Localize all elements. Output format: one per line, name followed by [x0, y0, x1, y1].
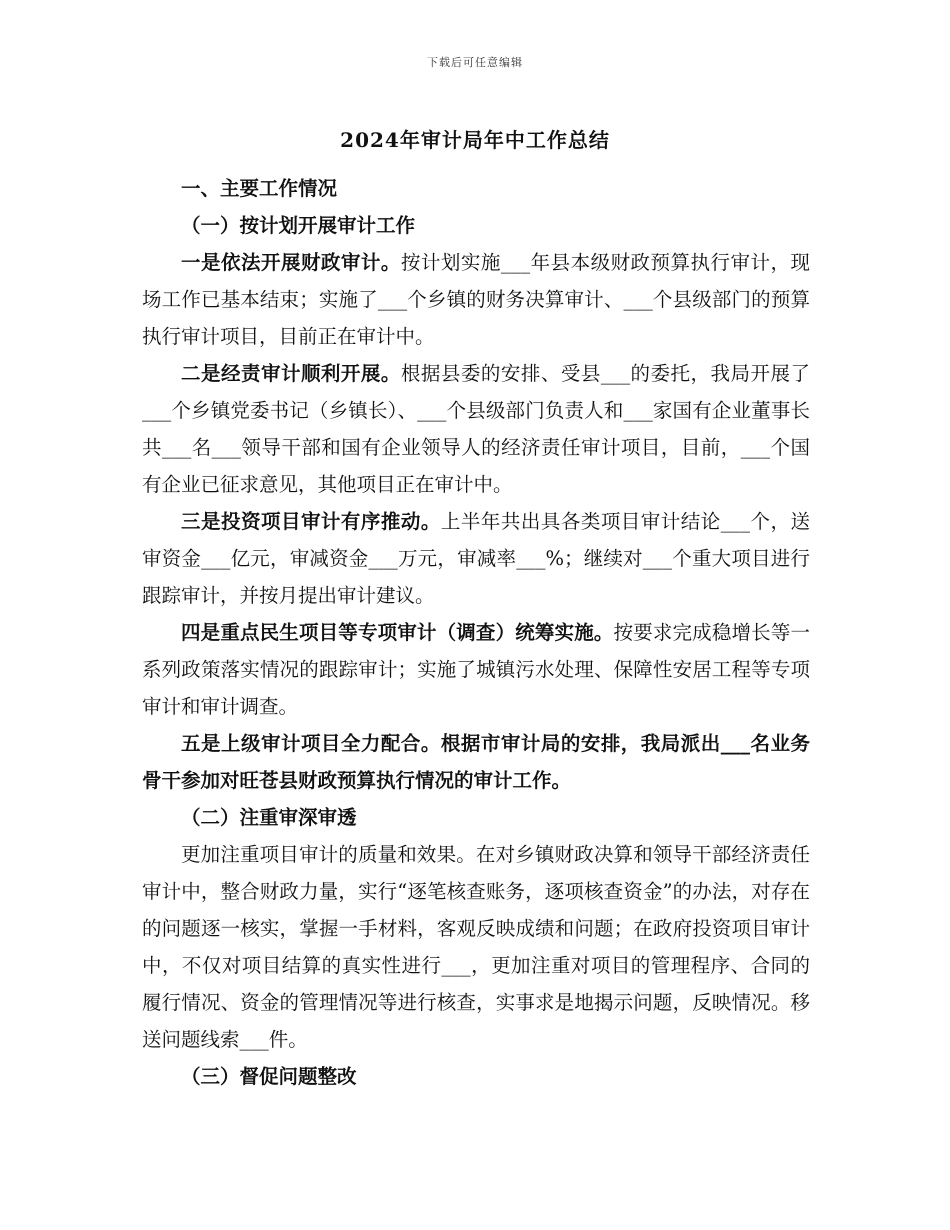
paragraph-investment-audit	[142, 503, 810, 614]
paragraph-lead: 三是投资项目审计有序推动。	[181, 510, 441, 533]
section-heading: 一、主要工作情况	[181, 177, 338, 200]
paragraph-audit-depth: 更加注重项目审计的质量和效果。在对乡镇财政决算和领导干部经济责任审计中，整合财政力量，实行“逐笔核查账务，逐项核查资金”的办法，对存在的问题逐一核实，掌握一手材料，客观反映成绩和问题；在政府投资项目审计中，不仅对项目结算的真实性进行___，更加注重对项目的管理程序、合同的履行情况、资金的管理情况等进行核查，实事求是地揭示问题，反映情况。移送问题线索___件。	[142, 843, 810, 1051]
paragraph-lead: 二是经责审计顺利开展。	[181, 362, 401, 385]
paragraph-text: 根据县委的安排、受县___的委托，我局开展了___个乡镇党委书记（乡镇长）、___个县级部门负责人和___家国有企业董事长共___名___领导干部和国有企业领导人的经济责任审计项目，目前，___个国有企业已征求意见，其他项目正在审计中。	[142, 362, 810, 496]
paragraph-lead: 五是上级审计项目全力配合。	[181, 732, 441, 755]
document-body	[142, 170, 810, 1095]
paragraph-economic-responsibility-audit	[142, 355, 810, 503]
paragraph-text: 根据市审计局的安排，我局派出___名业务骨干参加对旺苍县财政预算执行情况的审计工作。	[142, 732, 810, 792]
subsection-heading: （一）按计划开展审计工作	[181, 214, 416, 237]
paragraph-text: 上半年共出具各类项目审计结论___个，送审资金___亿元，审减资金___万元，审减率___%；继续对___个重大项目进行跟踪审计，并按月提出审计建议。	[142, 510, 810, 607]
paragraph-fiscal-audit	[142, 244, 810, 355]
paragraph-special-audit	[142, 614, 810, 725]
subsection-heading: （三）督促问题整改	[181, 1065, 357, 1088]
paragraph-text: 按要求完成稳增长等一系列政策落实情况的跟踪审计；实施了城镇污水处理、保障性安居工程等专项审计和审计调查。	[142, 621, 810, 718]
paragraph-text: 按计划实施___年县本级财政预算执行审计，现场工作已基本结束；实施了___个乡镇的财务决算审计、___个县级部门的预算执行审计项目，目前正在审计中。	[142, 251, 810, 348]
page-title: 2024年审计局年中工作总结	[340, 128, 610, 152]
paragraph-lead: 四是重点民生项目等专项审计（调查）统筹实施。	[181, 621, 614, 644]
subsection-heading: （二）注重审深审透	[181, 806, 357, 829]
paragraph-superior-audit	[142, 725, 810, 799]
paragraph-lead: 一是依法开展财政审计。	[181, 251, 401, 274]
header-note: 下载后可任意编辑	[427, 56, 523, 69]
